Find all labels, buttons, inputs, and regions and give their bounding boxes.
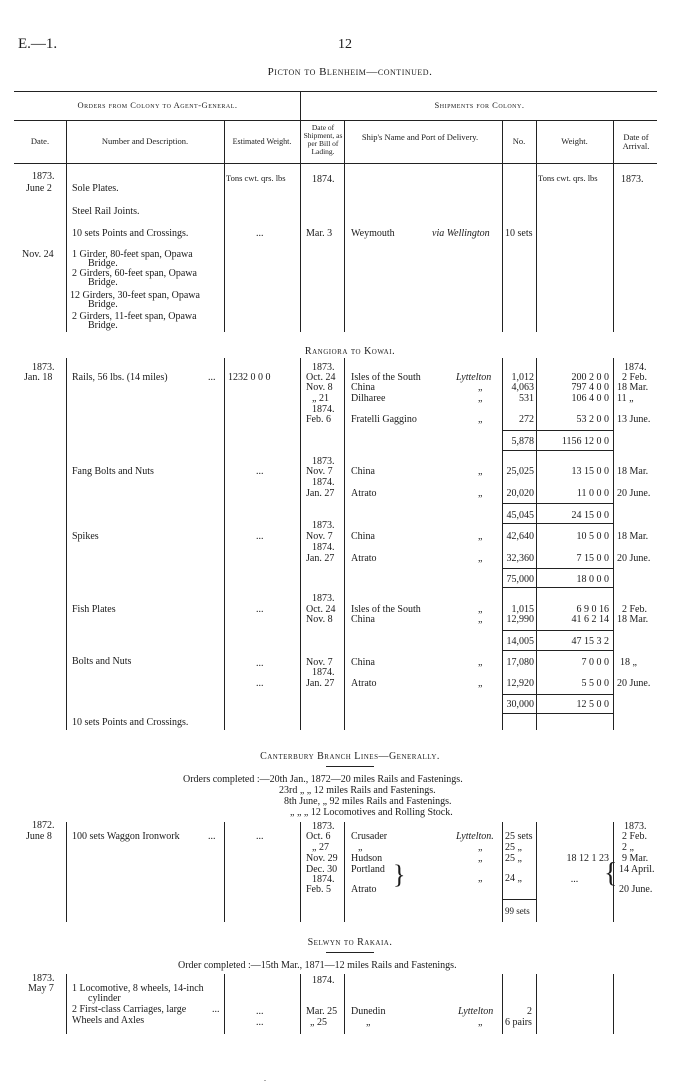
fish-date2: Nov. 8 (306, 614, 333, 625)
rails-arr4: 13 June. (617, 414, 651, 425)
bolts-desc: Bolts and Nuts (72, 656, 132, 667)
rails-wt3: 106 4 0 0 (571, 393, 609, 404)
fang-no2: 20,020 (506, 488, 534, 499)
fang-desc: Fang Bolts and Nuts (72, 466, 154, 477)
fish-total-bottom-rule (502, 650, 613, 651)
fish-arr2: 18 Mar. (617, 614, 649, 625)
fang-total-bottom-rule (502, 523, 613, 524)
fang-ship1: China (351, 466, 375, 477)
rangiora-divider-date (66, 358, 67, 730)
spikes-total-rule (502, 568, 613, 569)
selwyn-ship-date2: „ 25 (310, 1017, 327, 1028)
rails-est: 1232 0 0 0 (228, 372, 271, 383)
rails-total-bottom-rule (502, 450, 613, 451)
canterbury-ship-year2: 1874. (312, 874, 335, 885)
selwyn-divider-ship (502, 974, 503, 1034)
fish-port1: „ (478, 604, 483, 615)
fish-wt2: 41 6 2 14 (571, 614, 609, 625)
spikes-year2: 1874. (312, 542, 335, 553)
rails-ship-date2: Nov. 8 (306, 382, 333, 393)
rails-dots: ... (208, 372, 216, 383)
spikes-port2: „ (478, 553, 483, 564)
bolts-year2: 1874. (312, 667, 335, 678)
bolts-date1: Nov. 7 (306, 657, 333, 668)
header-bottom-rule (14, 163, 657, 164)
canterbury-arr4: 14 April. (619, 864, 655, 875)
spikes-dots: ... (256, 531, 264, 542)
picton-girder3a: 12 Girders, 30-feet span, Opawa (70, 290, 200, 301)
canterbury-brace-left: } (393, 860, 406, 889)
canterbury-ship3: Hudson (351, 853, 383, 864)
rails-port4: „ (478, 414, 483, 425)
canterbury-ship2: „ (358, 842, 363, 853)
fang-dots: ... (256, 466, 264, 477)
canterbury-no3: 25 „ (505, 853, 522, 864)
rails-ship4: Fratelli Gaggino (351, 414, 417, 425)
fang-year1: 1873. (312, 456, 335, 467)
picton-points-est: ... (256, 228, 264, 239)
rails-ship-date3: „ 21 (312, 393, 329, 404)
selwyn-item2: 2 First-class Carriages, large (72, 1004, 187, 1015)
canterbury-total-rule (502, 899, 536, 900)
rails-total-rule (502, 430, 613, 431)
spikes-date2: Jan. 27 (306, 553, 335, 564)
canterbury-divider-no (536, 822, 537, 922)
fang-total-no: 45,045 (506, 510, 534, 521)
bolts-no2: 12,920 (506, 678, 534, 689)
col-no-header: No. (512, 136, 526, 146)
rangiora-divider-est (300, 358, 301, 730)
bolts-port2: „ (478, 678, 483, 689)
col-ship-header: Ship's Name and Port of Delivery. (361, 132, 479, 142)
selwyn-divider-weight (613, 974, 614, 1034)
canterbury-orders-4: „ „ „ 12 Locomotives and Rolling Stock. (290, 807, 453, 818)
selwyn-year: 1873. (32, 973, 55, 984)
col-weight-header: Weight. (561, 136, 588, 146)
picton-units-right: Tons cwt. qrs. lbs (538, 173, 598, 183)
bolts-total-bottom-rule (502, 713, 613, 714)
picton-girder4a: 2 Girders, 11-feet span, Opawa (72, 311, 197, 322)
fish-ship2: China (351, 614, 375, 625)
picton-girder-date: Nov. 24 (22, 249, 54, 260)
canterbury-ship-year1: 1873. (312, 821, 335, 832)
rails-ship-date4: Feb. 6 (306, 414, 331, 425)
bolts-date2: Jan. 27 (306, 678, 335, 689)
canterbury-ship-date5: Feb. 5 (306, 884, 331, 895)
picton-divider-no (536, 120, 537, 332)
picton-points-ship: Weymouth (351, 228, 395, 239)
spikes-ship1: China (351, 531, 375, 542)
col-arrival-header: Date of Arrival. (622, 132, 650, 151)
rails-arr-year: 1874. (624, 362, 647, 373)
canterbury-weight-dots: ... (570, 874, 579, 885)
canterbury-ship-date3: Nov. 29 (306, 853, 338, 864)
canterbury-divider-est (300, 822, 301, 922)
fish-desc: Fish Plates (72, 604, 116, 615)
picton-points-via: via Wellington (432, 228, 490, 239)
rangiora-date: Jan. 18 (24, 372, 53, 383)
spikes-total-wt: 18 0 0 0 (576, 574, 609, 585)
fish-total-wt: 47 15 3 2 (571, 636, 609, 647)
picton-arrival-year: 1873. (621, 174, 644, 185)
fish-total-rule (502, 630, 613, 631)
rails-desc: Rails, 56 lbs. (14 miles) (72, 372, 168, 383)
picton-girder1b: Bridge. (88, 258, 118, 269)
canterbury-no1: 25 sets (505, 831, 533, 842)
canterbury-port3: „ (478, 853, 483, 864)
selwyn-title-rule (326, 952, 374, 953)
picton-divider-est (300, 91, 301, 332)
col-est-header: Estimated Weight. (232, 137, 292, 146)
selwyn-ship-ditto: „ (366, 1017, 371, 1028)
canterbury-arr1: 2 Feb. (622, 831, 647, 842)
col-number-header: Number and Description. (101, 136, 189, 146)
selwyn-no1: 2 (527, 1006, 532, 1017)
rangiora-points-desc: 10 sets Points and Crossings. (72, 717, 189, 728)
picton-item-sole-plates: Sole Plates. (72, 183, 119, 194)
rangiora-divider-shipdate (344, 358, 345, 730)
bolts-ship1: China (351, 657, 375, 668)
rails-wt2: 797 4 0 0 (571, 382, 609, 393)
selwyn-item3-dots2: ... (256, 1017, 264, 1028)
rails-port2: „ (478, 382, 483, 393)
bolts-wt2: 5 5 0 0 (581, 678, 609, 689)
picton-divider-ship (502, 120, 503, 332)
spikes-date1: Nov. 7 (306, 531, 333, 542)
selwyn-port1: Lyttelton (458, 1006, 494, 1017)
rails-ship-date1: Oct. 24 (306, 372, 336, 383)
picton-date: June 2 (26, 183, 52, 194)
fish-no1: 1,015 (511, 604, 534, 615)
rails-ship1: Isles of the South (351, 372, 421, 383)
selwyn-ship: Dunedin (351, 1006, 386, 1017)
canterbury-arr3: 9 Mar. (622, 853, 649, 864)
canterbury-orders-2: 23rd „ „ 12 miles Rails and Fastenings. (279, 785, 436, 796)
spikes-port1: „ (478, 531, 483, 542)
fang-arr1: 18 Mar. (617, 466, 649, 477)
section-title-rangiora: Rangiora to Kowai. (304, 346, 396, 357)
spikes-wt2: 7 15 0 0 (576, 553, 609, 564)
bolts-port1: „ (478, 657, 483, 668)
canterbury-divider-desc (224, 822, 225, 922)
page-ref: E.—1. (18, 36, 58, 52)
rails-total-no: 5,878 (511, 436, 534, 447)
bolts-total-wt: 12 5 0 0 (576, 699, 609, 710)
picton-divider-weight (613, 120, 614, 332)
selwyn-divider-date (66, 974, 67, 1034)
rails-ship3: Dilharee (351, 393, 386, 404)
selwyn-divider-est (300, 974, 301, 1034)
section-title-picton: Picton to Blenheim—continued. (267, 66, 433, 78)
canterbury-weight: 18 12 1 23 (566, 853, 609, 864)
canterbury-arr5: 20 June. (619, 884, 653, 895)
picton-points-ship-date: Mar. 3 (306, 228, 333, 239)
fang-total-wt: 24 15 0 0 (571, 510, 609, 521)
picton-girder2b: Bridge. (88, 277, 118, 288)
canterbury-port1: Lyttelton. (456, 831, 494, 842)
rails-total-wt: 1156 12 0 0 (561, 436, 609, 447)
canterbury-port4: „ (478, 873, 483, 884)
selwyn-item3: Wheels and Axles (72, 1015, 145, 1026)
canterbury-port2: „ (478, 842, 483, 853)
fish-total-no: 14,005 (506, 636, 534, 647)
bolts-ship2: Atrato (351, 678, 377, 689)
canterbury-arr2: 2 „ (622, 842, 634, 853)
rails-no2: 4,063 (511, 382, 534, 393)
rails-wt1: 200 2 0 0 (571, 372, 609, 383)
fish-no2: 12,990 (506, 614, 534, 625)
canterbury-divider-date (66, 822, 67, 922)
bolts-total-no: 30,000 (506, 699, 534, 710)
canterbury-ship-date4: Dec. 30 (306, 864, 338, 875)
picton-points-no: 10 sets (505, 228, 533, 239)
fish-arr1: 2 Feb. (622, 604, 647, 615)
picton-divider-date (66, 120, 67, 332)
fish-date1: Oct. 24 (306, 604, 336, 615)
section-title-canterbury: Canterbury Branch Lines—Generally. (260, 751, 440, 762)
bolts-dots2: ... (256, 678, 264, 689)
spikes-total-bottom-rule (502, 587, 613, 588)
selwyn-date: May 7 (28, 983, 54, 994)
bolts-arr1: 18 „ (620, 657, 637, 668)
fang-arr2: 20 June. (617, 488, 651, 499)
picton-year: 1873. (32, 171, 55, 182)
picton-girder1a: 1 Girder, 80-feet span, Opawa (72, 249, 193, 260)
canterbury-no2: 25 „ (505, 842, 522, 853)
canterbury-desc: 100 sets Waggon Ironwork (72, 831, 180, 842)
rails-ship-year2: 1874. (312, 404, 335, 415)
rails-no4: 272 (519, 414, 534, 425)
spikes-year1: 1873. (312, 520, 335, 531)
canterbury-date: June 8 (26, 831, 52, 842)
rails-port3: „ (478, 393, 483, 404)
selwyn-port2: „ (478, 1017, 483, 1028)
rangiora-divider-desc (224, 358, 225, 730)
canterbury-ship1: Crusader (351, 831, 388, 842)
picton-divider-desc (224, 120, 225, 332)
picton-ship-year: 1874. (312, 174, 335, 185)
bolts-wt1: 7 0 0 0 (581, 657, 609, 668)
canterbury-orders-1: Orders completed :—20th Jan., 1872—20 miles Rails and Fastenings. (183, 774, 463, 785)
selwyn-item1b: cylinder (88, 993, 121, 1004)
canterbury-no4: 24 „ (505, 873, 522, 884)
fang-total-rule (502, 503, 613, 504)
picton-girder2a: 2 Girders, 60-feet span, Opawa (72, 268, 197, 279)
fang-port2: „ (478, 488, 483, 499)
canterbury-divider-ship (502, 822, 503, 922)
selwyn-item1a: 1 Locomotive, 8 wheels, 14-inch (72, 983, 204, 994)
fang-year2: 1874. (312, 477, 335, 488)
rails-arr3: 11 „ (617, 393, 634, 404)
fang-no1: 25,025 (506, 466, 534, 477)
rails-wt4: 53 2 0 0 (576, 414, 609, 425)
picton-girder3b: Bridge. (88, 299, 118, 310)
picton-girder4b: Bridge. (88, 320, 118, 331)
fang-date1: Nov. 7 (306, 466, 333, 477)
rails-arr2: 18 Mar. (617, 382, 649, 393)
canterbury-arr-year: 1873. (624, 821, 647, 832)
selwyn-ship-year: 1874. (312, 975, 335, 986)
rails-no1: 1,012 (511, 372, 534, 383)
picton-item-steel-joints: Steel Rail Joints. (72, 206, 140, 217)
bolts-dots1: ... (256, 658, 264, 669)
spikes-desc: Spikes (72, 531, 99, 542)
col-date-header: Date. (30, 136, 50, 146)
page-number: 12 (338, 37, 352, 52)
rails-ship2: China (351, 382, 375, 393)
section-title-selwyn: Selwyn to Rakaia. (307, 937, 393, 948)
spikes-arr1: 18 Mar. (617, 531, 649, 542)
fang-wt2: 11 0 0 0 (576, 488, 609, 499)
selwyn-ship-date1: Mar. 25 (306, 1006, 338, 1017)
spikes-no1: 42,640 (506, 531, 534, 542)
selwyn-item2-dots2: ... (256, 1006, 264, 1017)
canterbury-ship5: Atrato (351, 884, 377, 895)
rails-ship-year1: 1873. (312, 362, 335, 373)
selwyn-order: Order completed :—15th Mar., 1871—12 miles Rails and Fastenings. (178, 960, 457, 971)
fang-port1: „ (478, 466, 483, 477)
fang-date2: Jan. 27 (306, 488, 335, 499)
orders-header: Orders from Colony to Agent-General. (77, 100, 238, 110)
selwyn-divider-shipdate (344, 974, 345, 1034)
rails-arr1: 2 Feb. (622, 372, 647, 383)
bolts-total-rule (502, 694, 613, 695)
canterbury-dots1: ... (208, 831, 216, 842)
canterbury-ship4: Portland (351, 864, 385, 875)
fish-year: 1873. (312, 593, 335, 604)
canterbury-brace-right: { (604, 858, 618, 889)
canterbury-dots2: ... (256, 831, 264, 842)
picton-units-left: Tons cwt. qrs. lbs (226, 173, 286, 183)
footer-mark: . (264, 1074, 266, 1083)
fang-wt1: 13 15 0 0 (571, 466, 609, 477)
rails-port1: Lyttelton (456, 372, 492, 383)
spikes-total-no: 75,000 (506, 574, 534, 585)
canterbury-ship-date2: „ 27 (312, 842, 329, 853)
rails-no3: 531 (519, 393, 534, 404)
selwyn-no2: 6 pairs (505, 1017, 532, 1028)
canterbury-orders-3: 8th June, „ 92 miles Rails and Fastenings. (284, 796, 452, 807)
bolts-arr2: 20 June. (617, 678, 651, 689)
col-ship-date-header: Date of Shipment, as per Bill of Lading. (303, 123, 343, 156)
canterbury-title-rule (326, 766, 374, 767)
rangiora-year: 1873. (32, 362, 55, 373)
selwyn-divider-no (536, 974, 537, 1034)
fish-port2: „ (478, 614, 483, 625)
selwyn-divider-desc (224, 974, 225, 1034)
spikes-wt1: 10 5 0 0 (576, 531, 609, 542)
picton-divider-shipdate (344, 120, 345, 332)
table-top-rule (14, 91, 657, 92)
rangiora-divider-weight (613, 358, 614, 730)
fish-ship1: Isles of the South (351, 604, 421, 615)
shipments-header: Shipments for Colony. (434, 100, 525, 110)
selwyn-item2-dots1: ... (212, 1004, 220, 1015)
group-header-rule (14, 120, 657, 121)
bolts-no1: 17,080 (506, 657, 534, 668)
fang-ship2: Atrato (351, 488, 377, 499)
spikes-no2: 32,360 (506, 553, 534, 564)
fish-wt1: 6 9 0 16 (576, 604, 609, 615)
picton-item-points: 10 sets Points and Crossings. (72, 228, 189, 239)
canterbury-year: 1872. (32, 820, 55, 831)
canterbury-total-no: 99 sets (505, 906, 530, 916)
spikes-arr2: 20 June. (617, 553, 651, 564)
canterbury-divider-shipdate (344, 822, 345, 922)
fish-dots: ... (256, 604, 264, 615)
canterbury-ship-date1: Oct. 6 (306, 831, 331, 842)
spikes-ship2: Atrato (351, 553, 377, 564)
